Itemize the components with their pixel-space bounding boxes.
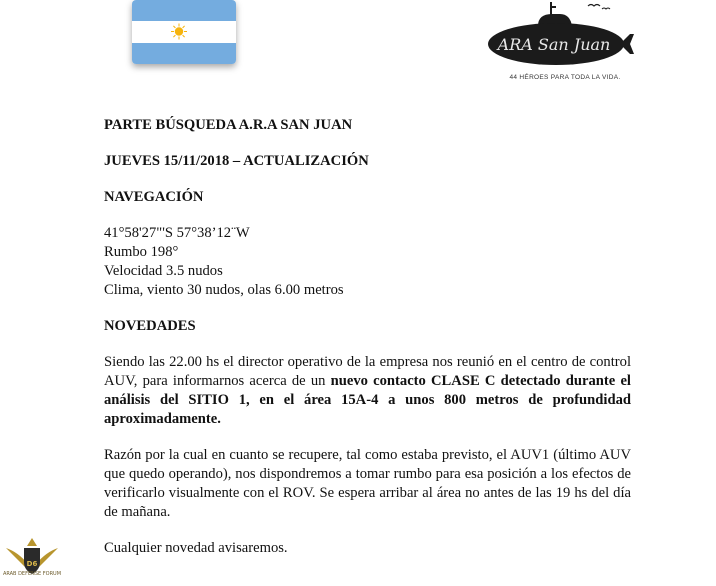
watermark-label: D6 [26, 560, 38, 568]
closing-line: Cualquier novedad avisaremos. [104, 540, 288, 556]
navigation-heading: NAVEGACIÓN [104, 189, 204, 205]
paragraph-2: Razón por la cual en cuanto se recupere, tal como estaba previsto, el AUV1 (último AUV que quedo operando), nos dispondremos a tomar rumbo para esa posición a los efectos de verificarlo visualmente con el ROV. Se espera arribar al área no antes de las 19 hs del día de mañana. [104, 447, 631, 520]
paragraph-1-bold: nuevo contacto CLASE C detectado durante el análisis del SITIO 1, en el área 15A-4 a unos 800 metros de profundidad aproximadamente. [104, 373, 631, 427]
navigation-block [104, 224, 631, 300]
news-heading: NOVEDADES [104, 318, 196, 334]
nav-position: 41°58'27"'S 57°38’12¨W [104, 225, 250, 241]
paragraph-1-plain: Siendo las 22.00 hs el director operativo de la empresa nos reunió en el centro de control AUV, para informarnos acerca de un [104, 354, 631, 389]
sun-icon [132, 21, 236, 42]
document-body [104, 116, 631, 558]
flag-middle-stripe [132, 21, 236, 42]
watermark-text: ARAB DEFENSE FORUM [2, 571, 62, 577]
logo-caption: 44 HÉROES PARA TODA LA VIDA. [509, 74, 621, 81]
paragraph-1 [104, 353, 631, 429]
nav-weather: Clima, viento 30 nudos, olas 6.00 metros [104, 282, 344, 298]
document-title: PARTE BÚSQUEDA A.R.A SAN JUAN [104, 117, 353, 133]
forum-watermark-logo [2, 534, 62, 586]
nav-speed: Velocidad 3.5 nudos [104, 263, 223, 279]
logo-name-text: ARA San Juan [497, 35, 611, 54]
date-line: JUEVES 15/11/2018 – ACTUALIZACIÓN [104, 153, 369, 169]
flag-bottom-stripe [132, 43, 236, 64]
nav-heading: Rumbo 198° [104, 244, 179, 260]
flag-top-stripe [132, 0, 236, 21]
argentina-flag [132, 0, 236, 64]
